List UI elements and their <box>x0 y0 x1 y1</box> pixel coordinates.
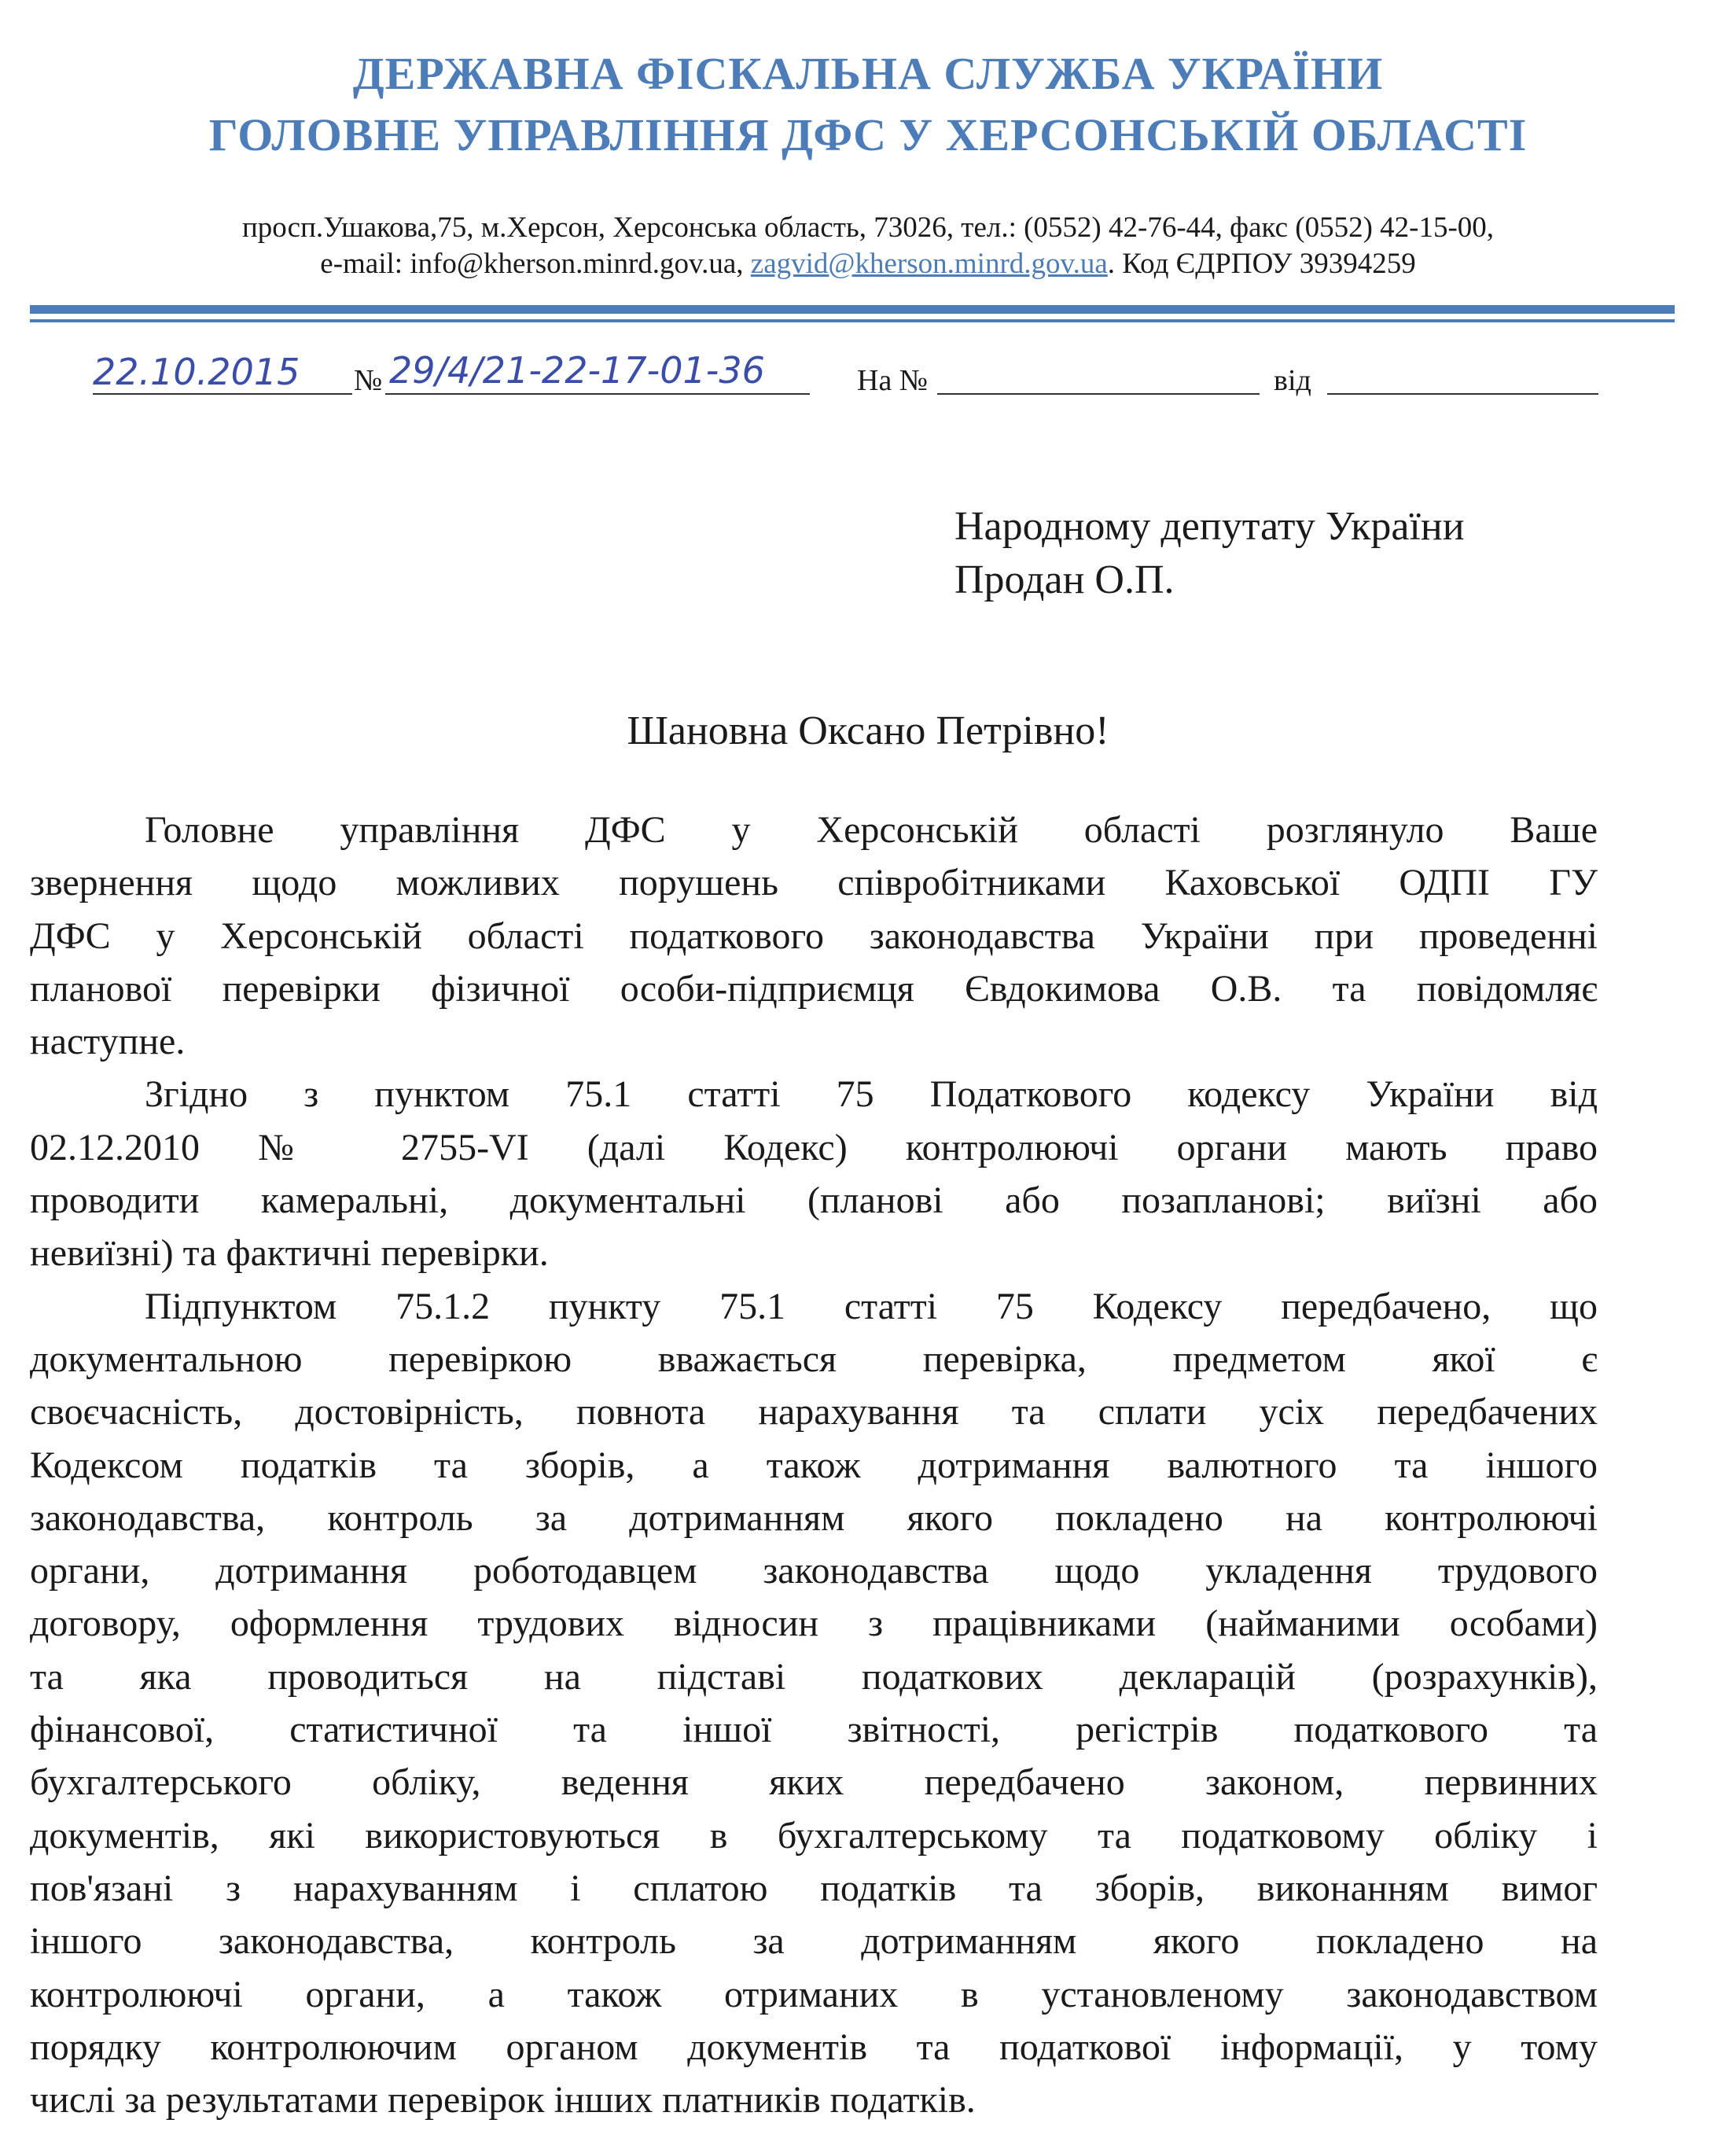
letter-body <box>30 804 1598 2126</box>
paragraph-line: пов'язані з нарахуванням і сплатою податків та зборів, виконанням вимог <box>30 1867 1598 1909</box>
org-subtitle: ГОЛОВНЕ УПРАВЛІННЯ ДФС У ХЕРСОНСЬКІЙ ОБЛАСТІ <box>208 109 1528 160</box>
paragraph-line: ДФС у Херсонській області податкового законодавства України при проведенні <box>30 914 1598 957</box>
paragraph-line: документів, які використовуються в бухгалтерському та податковому обліку і <box>30 1814 1598 1856</box>
paragraph-line: Головне управління ДФС у Херсонській області розглянуло Ваше <box>145 809 1598 851</box>
paragraph <box>30 804 1598 1068</box>
paragraph-line: своєчасність, достовірність, повнота нарахування та сплати усіх передбачених <box>30 1391 1598 1433</box>
paragraph-line: звернення щодо можливих порушень співробітниками Каховської ОДПІ ГУ <box>30 862 1598 904</box>
email-link[interactable]: zagvid@kherson.minrd.gov.ua <box>750 248 1108 280</box>
paragraph-line: 02.12.2010 № 2755-VI (далі Кодекс) контролюючі органи мають право <box>30 1126 1598 1168</box>
from-label: від <box>1274 364 1311 397</box>
org-contacts <box>0 247 1736 281</box>
paragraph-line: Підпунктом 75.1.2 пункту 75.1 статті 75 Кодексу передбачено, що <box>145 1285 1598 1327</box>
reference-line <box>0 346 1736 401</box>
paragraph-line: наступне. <box>30 1021 186 1063</box>
paragraph-line: документальною перевіркою вважається перевірка, предметом якої є <box>30 1338 1598 1380</box>
paragraph-line: фінансової, статистичної та іншої звітності, регістрів податкового та <box>30 1709 1598 1751</box>
org-address: просп.Ушакова,75, м.Херсон, Херсонська область, 73026, тел.: (0552) 42-76-44, факс (0552) 42-15-00, <box>241 212 1495 244</box>
paragraph-line: Кодексом податків та зборів, а також дотримання валютного та іншого <box>30 1444 1598 1486</box>
email-text: e-mail: info@kherson.minrd.gov.ua, <box>320 248 751 280</box>
outgoing-number: 29/4/21-22-17-01-36 <box>389 349 765 392</box>
paragraph-line: іншого законодавства, контроль за дотриманням якого покладено на <box>30 1920 1598 1963</box>
paragraph-line: бухгалтерського обліку, ведення яких передбачено законом, первинних <box>30 1761 1598 1804</box>
paragraph-line: невиїзні) та фактичні перевірки. <box>30 1232 549 1275</box>
number-underline <box>385 393 810 395</box>
paragraph <box>30 1068 1598 1279</box>
header-rule-thin <box>30 319 1675 322</box>
paragraph-line: числі за результатами перевірок інших платників податків. <box>30 2079 976 2121</box>
paragraph-line: Згідно з пунктом 75.1 статті 75 Податкового кодексу України від <box>145 1073 1598 1116</box>
header-rule-thick <box>30 305 1675 314</box>
number-label: № <box>354 364 383 397</box>
edrpou-code: . Код ЄДРПОУ 39394259 <box>1107 248 1416 280</box>
paragraph-line: та яка проводиться на підставі податкових декларацій (розрахунків), <box>30 1655 1598 1698</box>
in-reply-underline <box>937 393 1260 395</box>
paragraph-line: порядку контролюючим органом документів та податкової інформації, у тому <box>30 2026 1598 2068</box>
from-underline <box>1327 393 1598 395</box>
addressee-name: Продан О.П. <box>954 557 1175 602</box>
paragraph-line: органи, дотримання роботодавцем законодавства щодо укладення трудового <box>30 1550 1598 1592</box>
paragraph-line: контролюючі органи, а також отриманих в установленому законодавством <box>30 1973 1598 2015</box>
addressee-title: Народному депутату України <box>954 504 1465 549</box>
paragraph-line: планової перевірки фізичної особи-підприємця Євдокимова О.В. та повідомляє <box>30 967 1598 1010</box>
paragraph-line: проводити камеральні, документальні (планові або позапланові; виїзні або <box>30 1179 1598 1222</box>
greeting: Шановна Оксано Петрівно! <box>627 708 1109 753</box>
paragraph-line: законодавства, контроль за дотриманням якого покладено на контролюючі <box>30 1496 1598 1539</box>
in-reply-label: На № <box>857 364 929 397</box>
paragraph-line: договору, оформлення трудових відносин з працівниками (найманими особами) <box>30 1603 1598 1645</box>
org-title: ДЕРЖАВНА ФІСКАЛЬНА СЛУЖБА УКРАЇНИ <box>352 48 1384 99</box>
date-underline <box>93 393 352 395</box>
outgoing-date: 22.10.2015 <box>93 351 300 393</box>
paragraph <box>30 1280 1598 2127</box>
